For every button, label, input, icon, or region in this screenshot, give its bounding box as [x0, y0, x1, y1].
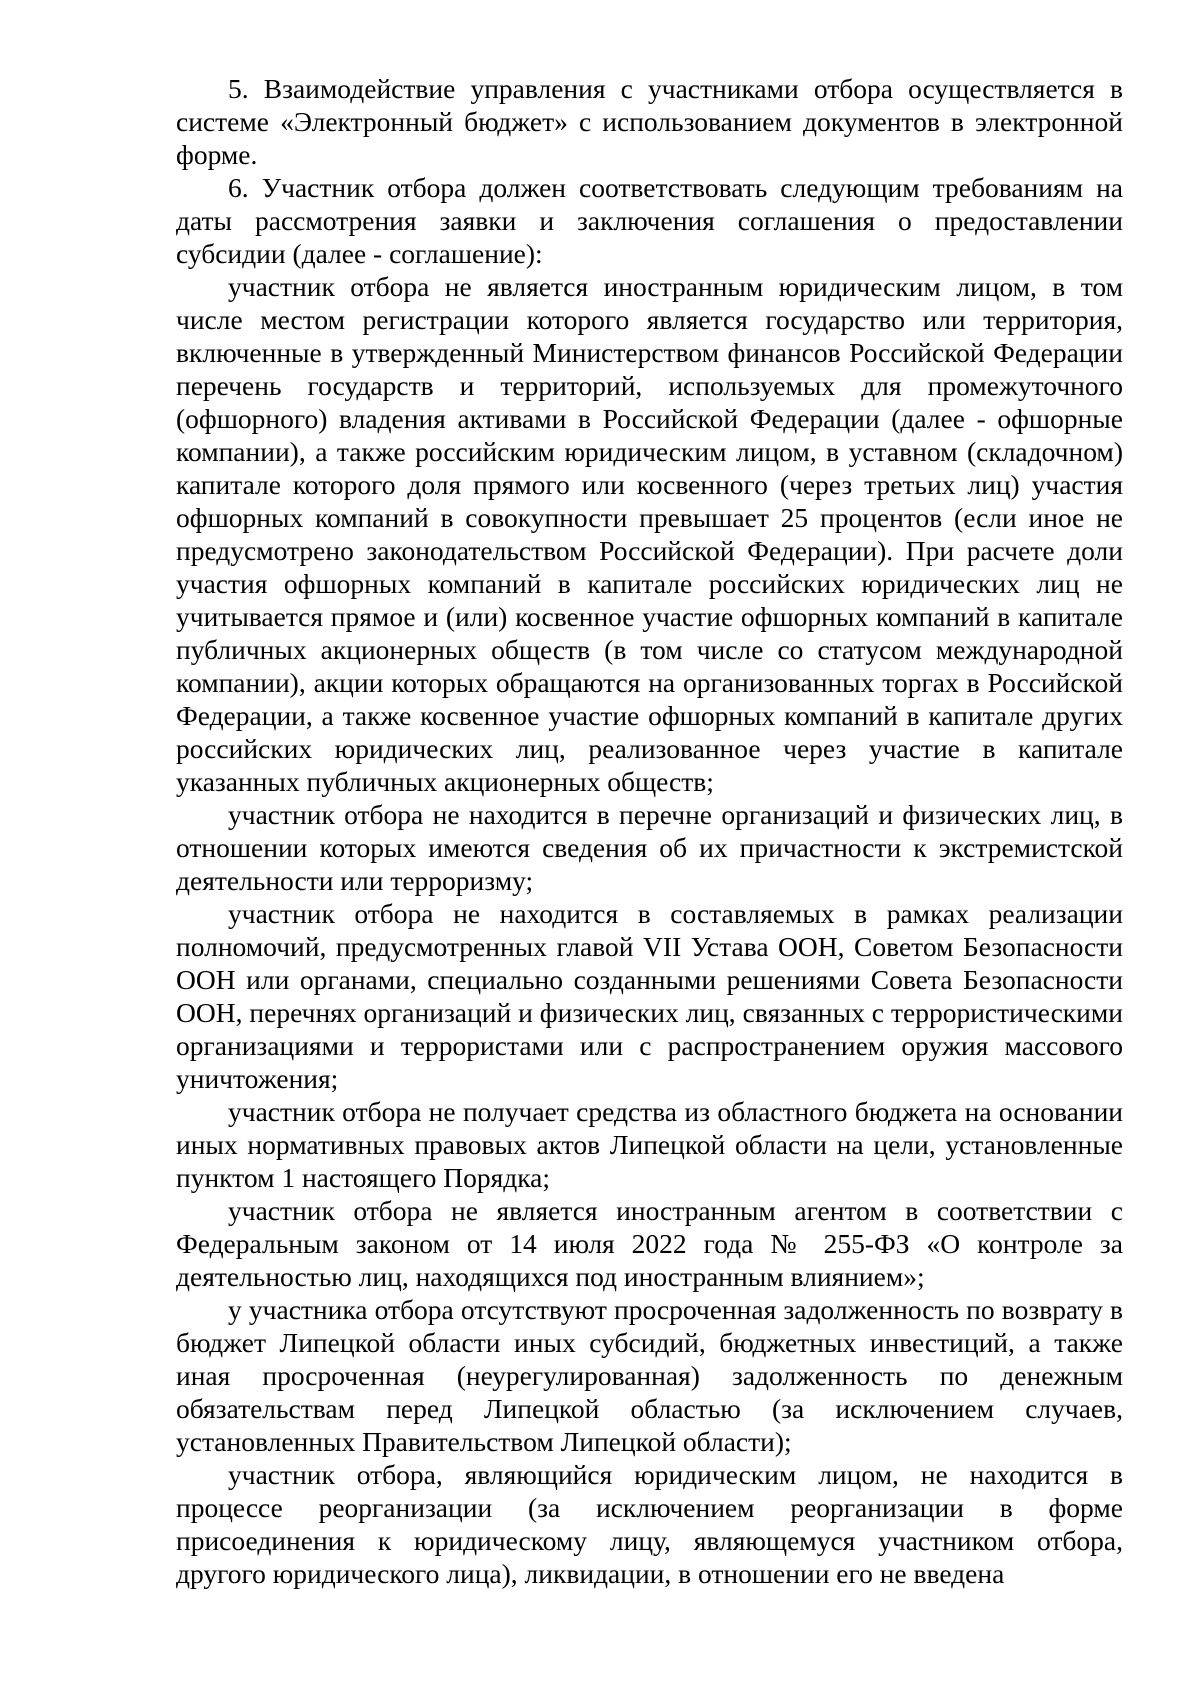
- requirement-extremism-list: участник отбора не находится в перечне организаций и физических лиц, в отношении которых имеются сведения об их причастности к экстремистской деятельности или терроризму;: [176, 799, 1123, 896]
- paragraph-item-6: 6. Участник отбора должен соответствовать следующим требованиям на даты рассмотрения заявки и заключения соглашения о предоставлении субсидии (далее - соглашение):: [176, 172, 1123, 269]
- requirement-offshore: участник отбора не является иностранным юридическим лицом, в том числе местом регистрации которого является государство или территория, включенные в утвержденный Министерством финансов Российской Федерации перечень государств и территорий, используемых для промежуточного (офшорного) владения активами в Российской Федерации (далее - офшорные компании), а также российским юридическим лицом, в уставном (складочном) капитале которого доля прямого или косвенного (через третьих лиц) участия офшорных компаний в совокупности превышает 25 процентов (если иное не предусмотрено законодательством Российской Федерации). При расчете доли участия офшорных компаний в капитале российских юридических лиц не учитывается прямое и (или) косвенное участие офшорных компаний в капитале публичных акционерных обществ (в том числе со статусом международной компании), акции которых обращаются на организованных торгах в Российской Федерации, а также косвенное участие офшорных компаний в капитале других российских юридических лиц, реализованное через участие в капитале указанных публичных акционерных обществ;: [176, 271, 1123, 797]
- requirement-foreign-agent: участник отбора не является иностранным агентом в соответствии с Федеральным законом от 14 июля 2022 года № 255-ФЗ «О контроле за деятельностью лиц, находящихся под иностранным влиянием»;: [176, 1195, 1123, 1292]
- requirement-no-overdue-debt: у участника отбора отсутствуют просроченная задолженность по возврату в бюджет Липецкой области иных субсидий, бюджетных инвестиций, а также иная просроченная (неурегулированная) задолженность по денежным обязательствам перед Липецкой областью (за исключением случаев, установленных Правительством Липецкой области);: [176, 1294, 1123, 1457]
- requirement-no-other-funds: участник отбора не получает средства из областного бюджета на основании иных нормативных правовых актов Липецкой области на цели, установленные пунктом 1 настоящего Порядка;: [176, 1096, 1123, 1193]
- requirement-no-reorganization: участник отбора, являющийся юридическим лицом, не находится в процессе реорганизации (за исключением реорганизации в форме присоединения к юридическому лицу, являющемуся участником отбора, другого юридического лица), ликвидации, в отношении его не введена: [176, 1459, 1123, 1589]
- paragraph-item-5: 5. Взаимодействие управления с участниками отбора осуществляется в системе «Электронный бюджет» с использованием документов в электронной форме.: [176, 73, 1123, 170]
- requirement-un-lists: участник отбора не находится в составляемых в рамках реализации полномочий, предусмотренных главой VII Устава ООН, Советом Безопасности ООН или органами, специально созданными решениями Совета Безопасности ООН, перечнях организаций и физических лиц, связанных с террористическими организациями и террористами или с распространением оружия массового уничтожения;: [176, 898, 1123, 1094]
- document-page: [176, 72, 1123, 1590]
